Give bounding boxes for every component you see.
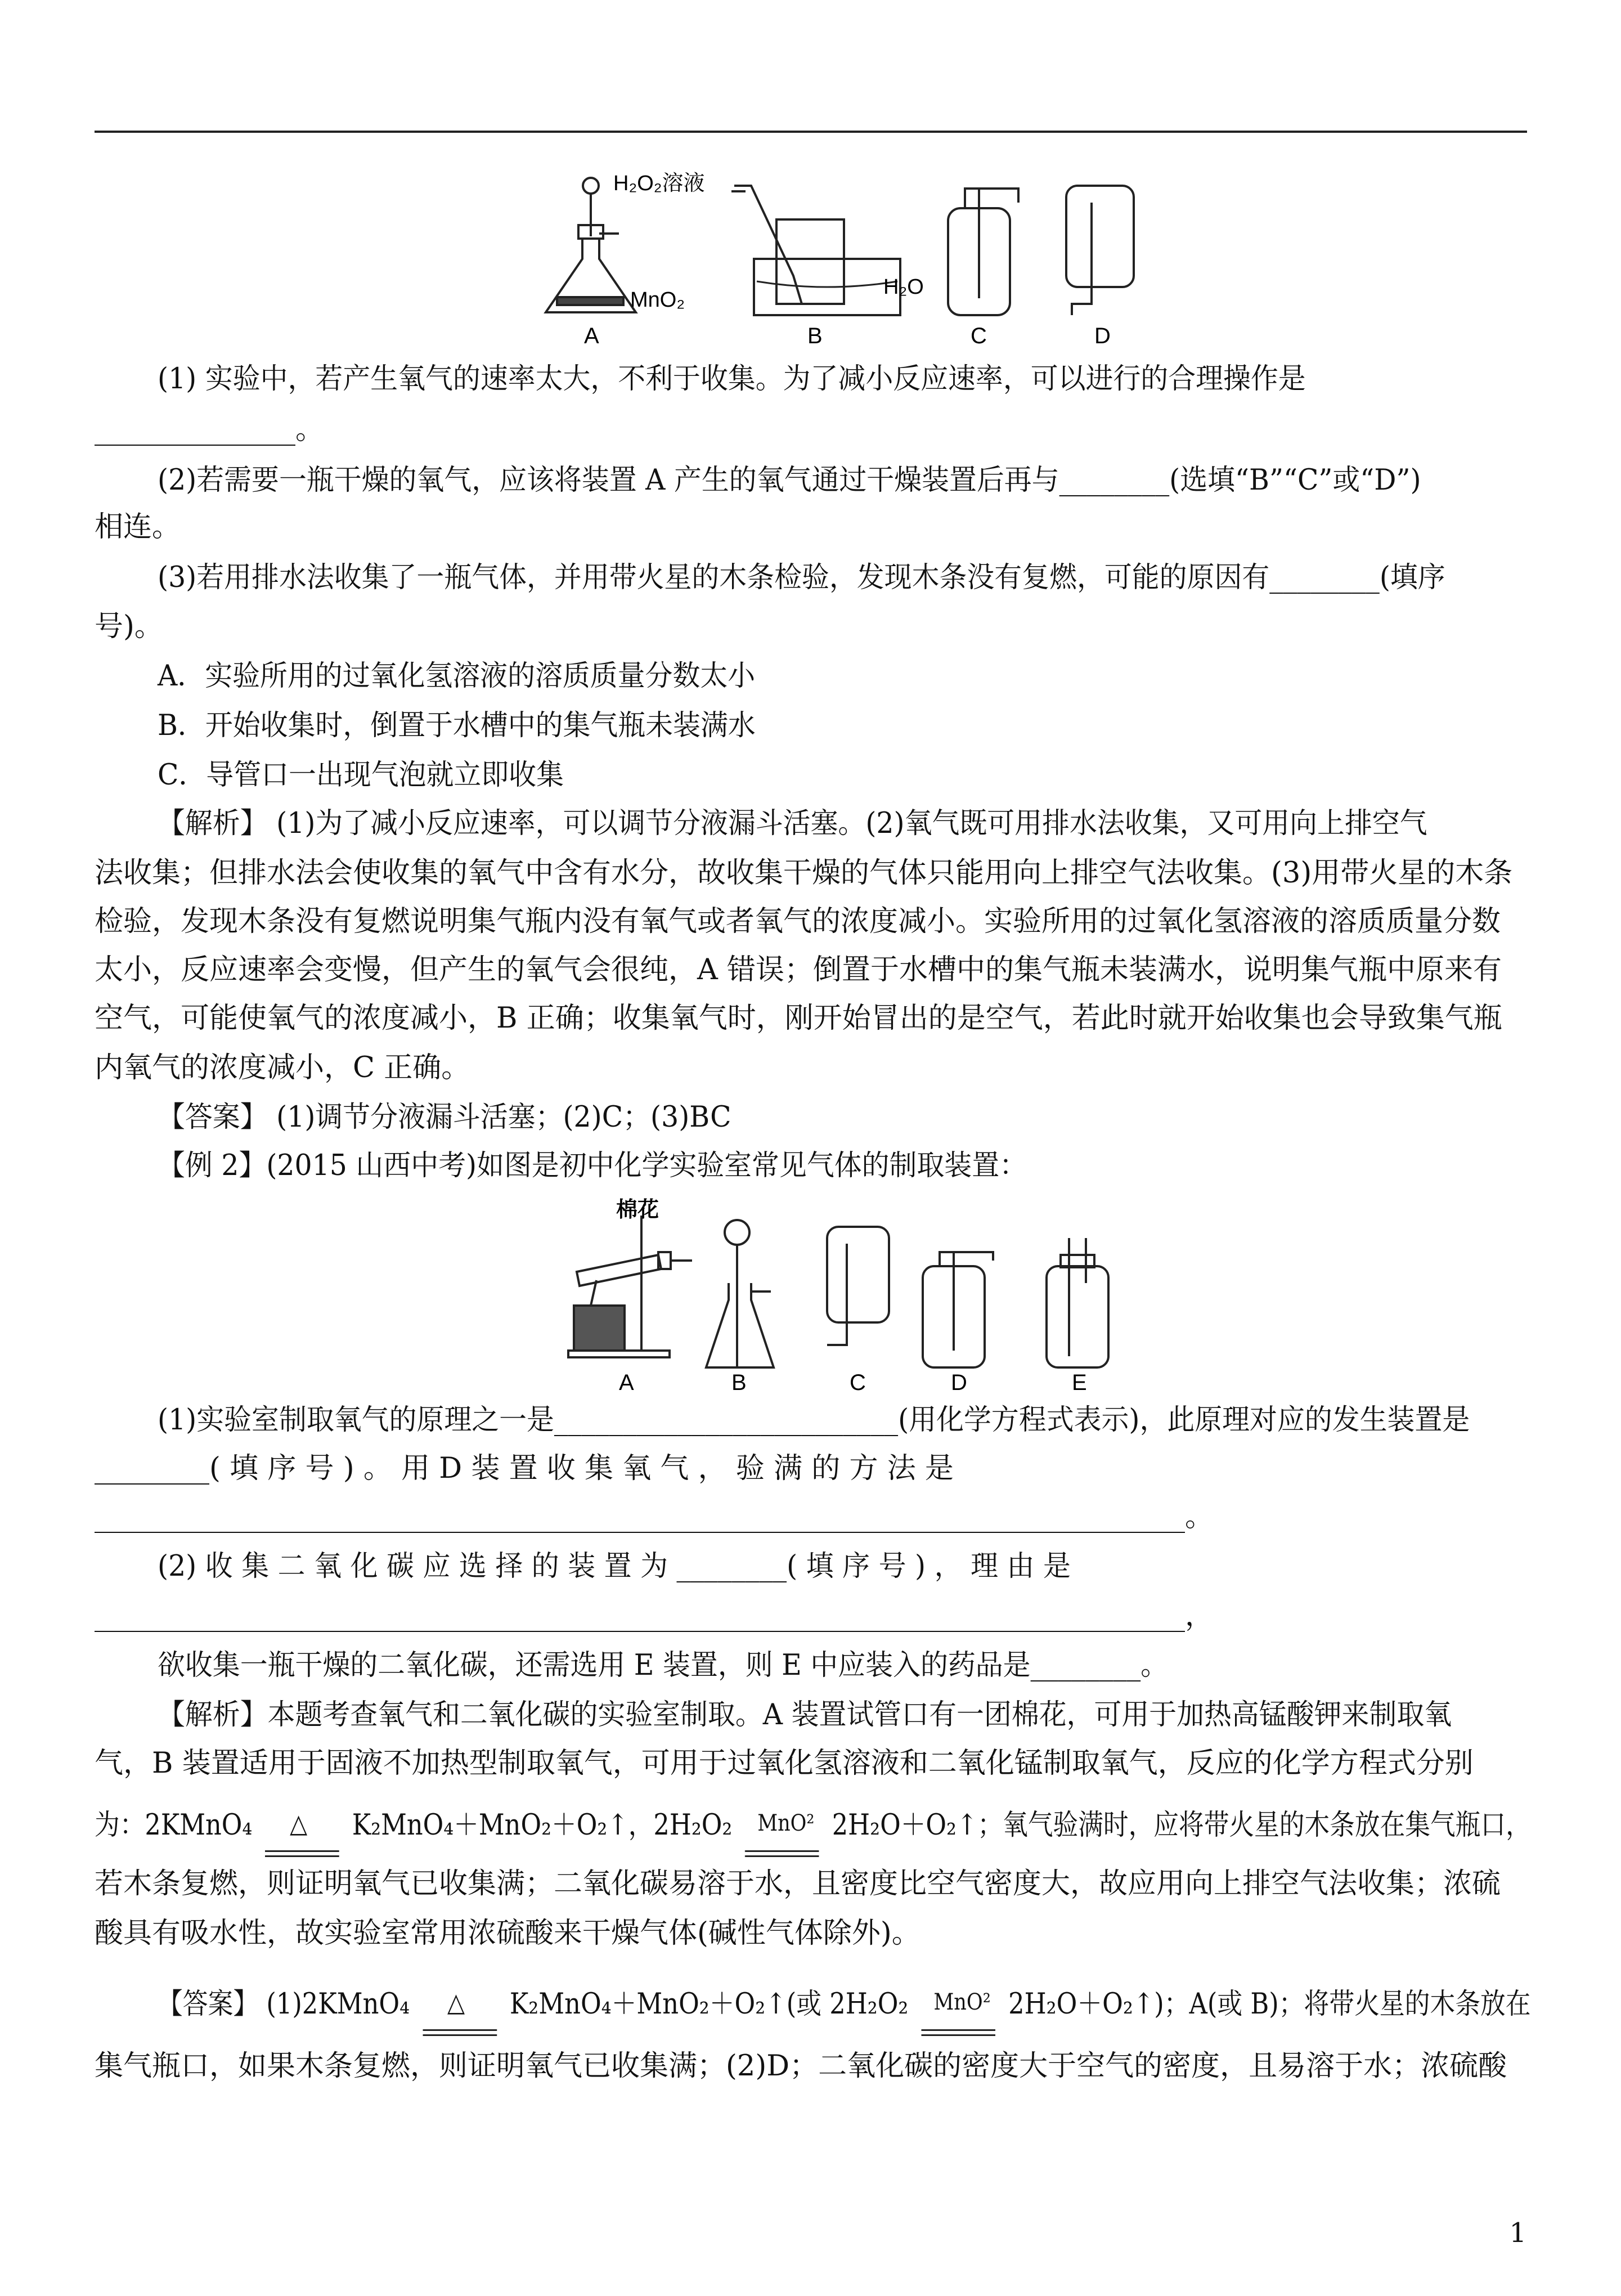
answer-2-line2: 集气瓶口，如果木条复燃，则证明氧气已收集满；(2)D；二氧化碳的密度大于空气的密度，且易溶于水；浓硫酸 (95, 2050, 1507, 2083)
analysis-1-line5: 空气，可能使氧气的浓度减小，B 正确；收集氧气时，刚开始冒出的是空气，若此时就开始收集也会导致集气瓶 (95, 1002, 1502, 1035)
q1-line1: (1) 实验中，若产生氧气的速率太大，不利于收集。为了减小反应速率，可以进行的合理操作是 (158, 362, 1306, 396)
letter-e2: E (1072, 1370, 1087, 1395)
q1-line2: ______________。 (95, 413, 325, 446)
label-h2o2: H₂O₂溶液 (613, 172, 705, 195)
letter-b2: B (731, 1370, 747, 1395)
q3-line1: (3)若用排水法收集了一瓶气体，并用带火星的木条检验，发现木条没有复燃，可能的原因有________(填序 (158, 561, 1445, 594)
letter-c2: C (850, 1370, 866, 1395)
label-cotton: 棉花 (616, 1196, 659, 1222)
answer-1: 【答案】 (1)调节分液漏斗活塞；(2)C；(3)BC (158, 1101, 731, 1134)
analysis-2-line1: 【解析】本题考查氧气和二氧化碳的实验室制取。A 装置试管口有一团棉花，可用于加热高锰酸钾来制取氧 (158, 1698, 1452, 1732)
option-c: C．导管口一出现气泡就立即收集 (158, 759, 564, 792)
analysis-1-line6: 内氧气的浓度减小，C 正确。 (95, 1051, 470, 1084)
page-number: 1 (1509, 2217, 1526, 2249)
catalyst-label: MnO² (757, 1810, 815, 1836)
header-rule (95, 131, 1527, 133)
label-mno2: MnO₂ (630, 288, 685, 312)
heat-symbol: △ (290, 1808, 308, 1838)
ans-eq-part-1: 【答案】 (1)2KMnO₄ (158, 1988, 410, 2021)
letter-d2: D (951, 1370, 967, 1395)
ans-catalyst-label: MnO² (933, 1989, 991, 2015)
answer-2-line1 (158, 1986, 1531, 2023)
option-b: B．开始收集时，倒置于水槽中的集气瓶未装满水 (158, 709, 756, 742)
label-h2o: H₂O (883, 275, 924, 299)
letter-c: C (971, 324, 987, 348)
letter-b: B (807, 324, 823, 348)
analysis-2-line4: 若木条复燃，则证明氧气已收集满；二氧化碳易溶于水，且密度比空气密度大，故应用向上排空气法收集；浓硫 (95, 1867, 1501, 1900)
eq-part-2: K₂MnO₄＋MnO₂＋O₂↑，2H₂O₂ (352, 1809, 733, 1842)
letter-d: D (1094, 324, 1111, 348)
part1-line3: ____________________________________________________________________________。 (95, 1500, 1214, 1533)
analysis-2-line2: 气，B 装置适用于固液不加热型制取氧气，可用于过氧化氢溶液和二氧化锰制取氧气，反应的化学方程式分别 (95, 1747, 1474, 1780)
analysis-1-line3: 检验，发现木条没有复燃说明集气瓶内没有氧气或者氧气的浓度减小。实验所用的过氧化氢溶液的溶质质量分数 (95, 905, 1501, 938)
part1-line2: ________( 填 序 号 ) 。 用 D 装 置 收 集 氧 气 ， 验 满 的 方 法 是 (95, 1452, 954, 1485)
ans-eq-part-3: 2H₂O＋O₂↑)；A(或 B)；将带火星的木条放在 (1008, 1988, 1531, 2021)
figure-apparatus-2 (557, 1196, 1148, 1398)
example-2-title: 【例 2】(2015 山西中考)如图是初中化学实验室常见气体的制取装置： (158, 1149, 1027, 1182)
part2-line2: ____________________________________________________________________________， (95, 1599, 1214, 1633)
apparatus-2-drawing (557, 1196, 1148, 1396)
ans-heat-symbol: △ (447, 1987, 465, 2017)
letter-a: A (584, 324, 599, 348)
eq-part-1: 为：2KMnO₄ (95, 1809, 253, 1842)
analysis-1-line2: 法收集；但排水法会使收集的氧气中含有水分，故收集干燥的气体只能用向上排空气法收集。(3)用带火星的木条 (95, 856, 1513, 890)
ans-eq-part-2: K₂MnO₄＋MnO₂＋O₂↑(或 2H₂O₂ (509, 1988, 909, 2021)
apparatus-1-drawing (529, 163, 1148, 349)
part1-line1: (1)实验室制取氧气的原理之一是_________________________(用化学方程式表示)，此原理对应的发生装置是 (158, 1403, 1470, 1437)
figure-apparatus-1 (529, 163, 1148, 351)
analysis-1-line4: 太小，反应速率会变慢，但产生的氧气会很纯，A 错误；倒置于水槽中的集气瓶未装满水，说明集气瓶中原来有 (95, 953, 1502, 986)
letter-a2: A (619, 1370, 634, 1395)
q2-line1: (2)若需要一瓶干燥的氧气，应该将装置 A 产生的氧气通过干燥装置后再与________(选填“B”“C”或“D”) (158, 464, 1421, 497)
analysis-2-equation-line (95, 1808, 1531, 1844)
part2-line3: 欲收集一瓶干燥的二氧化碳，还需选用 E 装置，则 E 中应装入的药品是________。 (158, 1649, 1169, 1682)
q2-line2: 相连。 (95, 510, 181, 544)
option-a: A．实验所用的过氧化氢溶液的溶质质量分数太小 (158, 660, 756, 693)
q3-line2: 号)。 (95, 610, 163, 643)
analysis-1-line1: 【解析】 (1)为了减小反应速率，可以调节分液漏斗活塞。(2)氧气既可用排水法收集，又可用向上排空气 (158, 807, 1427, 840)
analysis-2-line5: 酸具有吸水性，故实验室常用浓硫酸来干燥气体(碱性气体除外)。 (95, 1917, 920, 1950)
eq-part-3: 2H₂O＋O₂↑；氧气验满时，应将带火星的木条放在集气瓶口， (832, 1809, 1531, 1842)
part2-line1: (2) 收 集 二 氧 化 碳 应 选 择 的 装 置 为 ________( 填 序 号 ) ， 理 由 是 (158, 1550, 1071, 1583)
